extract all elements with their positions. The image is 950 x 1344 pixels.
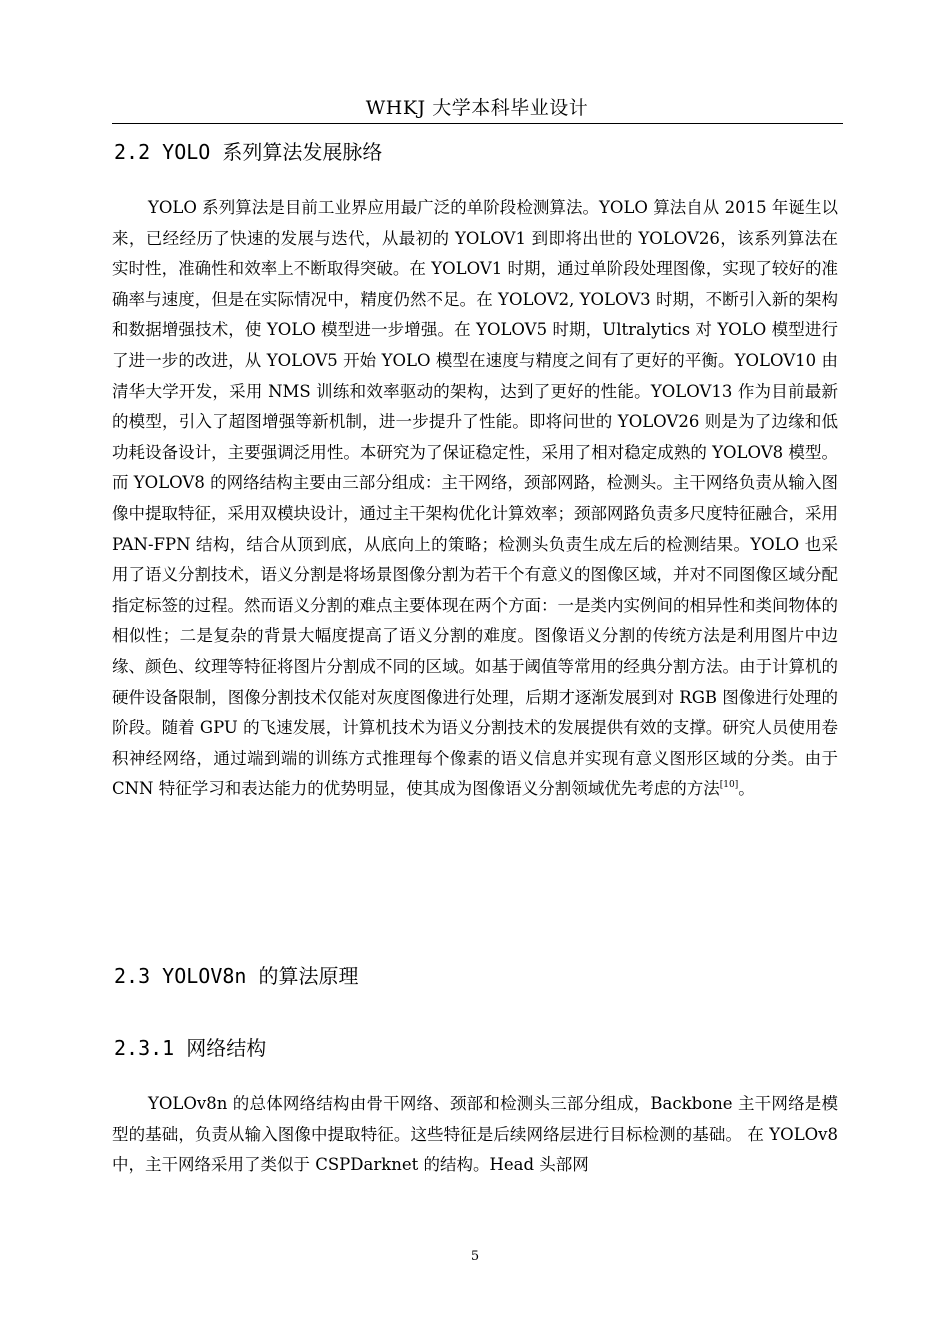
paragraph-end: 。 <box>738 779 755 799</box>
body-paragraph-2-2 <box>112 193 838 805</box>
citation-ref: [10] <box>719 780 739 791</box>
body-paragraph-2-3-1: YOLOv8n 的总体网络结构由骨干网络、颈部和检测头三部分组成，Backbone 主干网络是模型的基础，负责从输入图像中提取特征。这些特征是后续网络层进行目标检测的基础。 在 YOLOv8 中，主干网络采用了类似于 CSPDarknet 的结构。Head 头部网 <box>112 1094 838 1175</box>
header-rule <box>112 123 843 124</box>
page-header: WHKJ 大学本科毕业设计 <box>365 97 589 119</box>
paragraph-text: YOLO 系列算法是目前工业界应用最广泛的单阶段检测算法。YOLO 算法自从 2015 年诞生以来，已经经历了快速的发展与迭代，从最初的 YOLOV1 到即将出世的 YOLOV26，该系列算法在实时性，准确性和效率上不断取得突破。在 YOLOV1 时期，通过单阶段处理图像，实现了较好的准确率与速度，但是在实际情况中，精度仍然不足。在 YOLOV2, YOLOV3 时期，不断引入新的架构和数据增强技术，使 YOLO 模型进一步增强。在 YOLOV5 时期，Ultralytics 对 YOLO 模型进行了进一步的改进，从 YOLOV5 开始 YOLO 模型在速度与精度之间有了更好的平衡。YOLOV10 由清华大学开发，采用 NMS 训练和效率驱动的架构，达到了更好的性能。YOLOV13 作为目前最新的模型，引入了超图增强等新机制，进一步提升了性能。即将问世的 YOLOV26 则是为了边缘和低功耗设备设计，主要强调泛用性。本研究为了保证稳定性，采用了相对稳定成熟的 YOLOV8 模型。而 YOLOV8 的网络结构主要由三部分组成：主干网络，颈部网路，检测头。主干网络负责从输入图像中提取特征，采用双模块设计，通过主干架构优化计算效率；颈部网路负责多尺度特征融合，采用 PAN-FPN 结构，结合从顶到底，从底向上的策略；检测头负责生成左后的检测结果。YOLO 也采用了语义分割技术，语义分割是将场景图像分割为若干个有意义的图像区域，并对不同图像区域分配指定标签的过程。然而语义分割的难点主要体现在两个方面：一是类内实例间的相异性和类间物体的相似性；二是复杂的背景大幅度提高了语义分割的难度。图像语义分割的传统方法是利用图片中边缘、颜色、纹理等特征将图片分割成不同的区域。如基于阈值等常用的经典分割方法。由于计算机的硬件设备限制，图像分割技术仅能对灰度图像进行处理，后期才逐渐发展到对 RGB 图像进行处理的阶段。随着 GPU 的飞速发展，计算机技术为语义分割技术的发展提供有效的支撑。研究人员使用卷积神经网络，通过端到端的训练方式推理每个像素的语义信息并实现有意义图形区域的分类。由于 CNN 特征学习和表达能力的优势明显，使其成为图像语义分割领域优先考虑的方法 <box>112 198 838 799</box>
page-number: 5 <box>470 1249 480 1264</box>
section-heading-2-3: 2.3 YOLOV8n 的算法原理 <box>114 964 359 988</box>
section-heading-2-3-1: 2.3.1 网络结构 <box>114 1036 267 1060</box>
section-heading-2-2: 2.2 YOLO 系列算法发展脉络 <box>114 140 383 164</box>
